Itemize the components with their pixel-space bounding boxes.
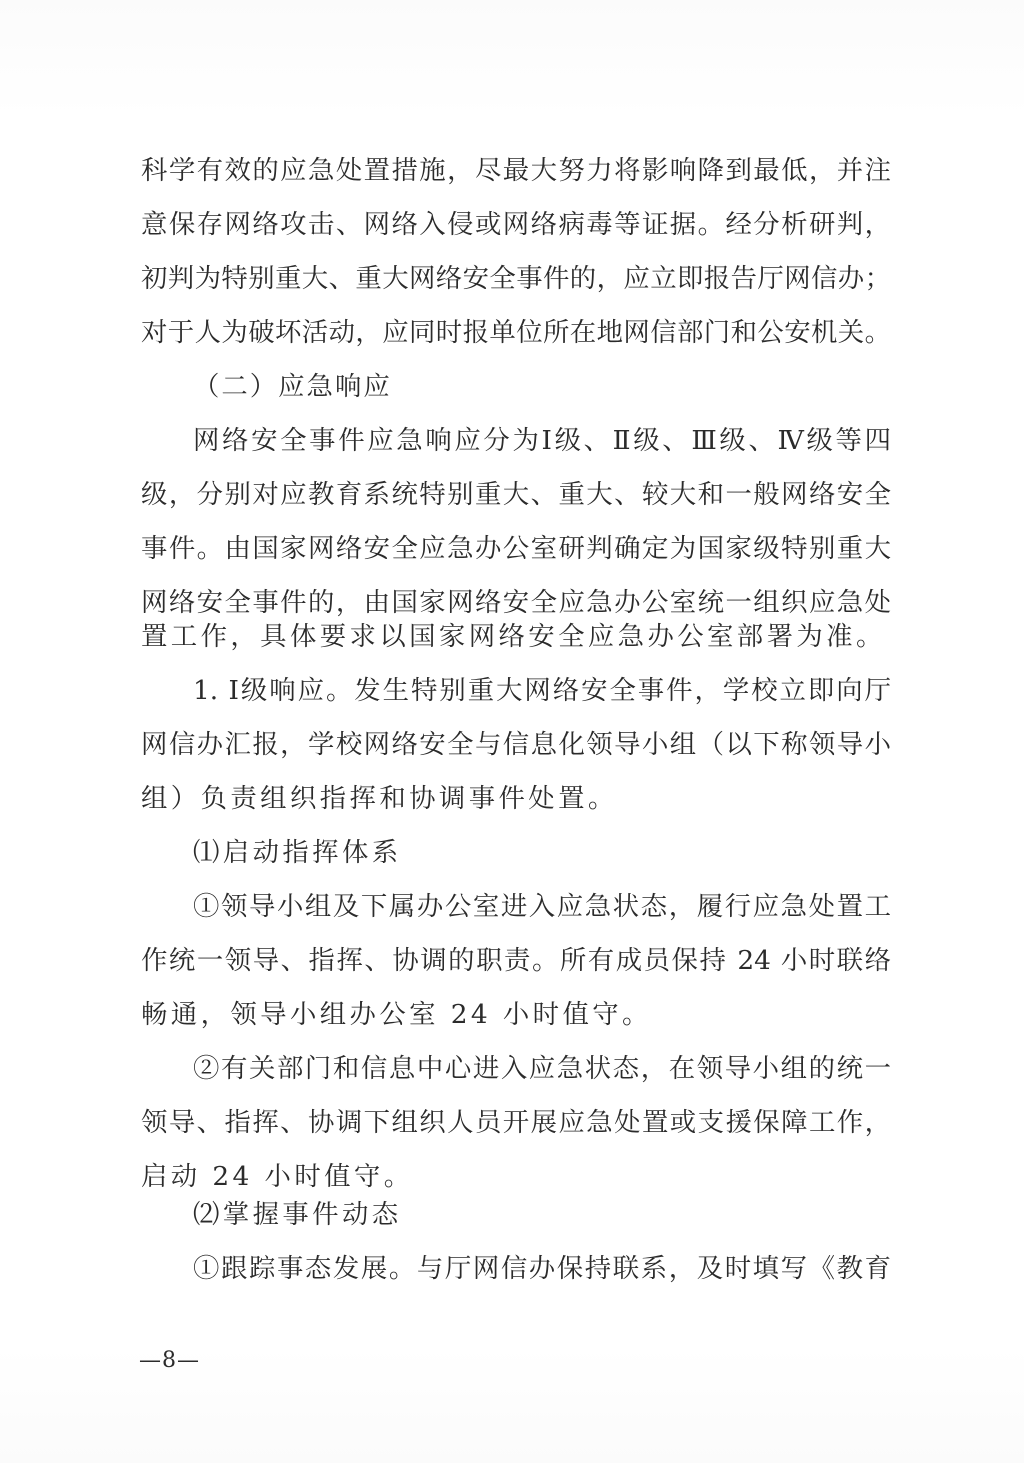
- body-text-line: 作统一领导、指挥、协调的职责。所有成员保持 24 小时联络: [141, 945, 891, 976]
- body-text-line: 畅通，领导小组办公室 24 小时值守。: [141, 999, 652, 1030]
- body-text-line: 启动 24 小时值守。: [141, 1161, 414, 1192]
- body-text-line: 网络安全事件的，由国家网络安全应急办公室统一组织应急处: [141, 587, 891, 618]
- body-text-line: 对于人为破坏活动，应同时报单位所在地网信部门和公安机关。: [141, 317, 891, 348]
- body-text-line: 级，分别对应教育系统特别重大、重大、较大和一般网络安全: [141, 479, 891, 510]
- page-number: —8—: [139, 1348, 200, 1373]
- section-heading: （二）应急响应: [193, 371, 392, 402]
- body-text-line: 1. Ⅰ级响应。发生特别重大网络安全事件，学校立即向厅: [193, 675, 891, 706]
- body-text-line: 意保存网络攻击、网络入侵或网络病毒等证据。经分析研判，: [141, 209, 891, 240]
- subsection-heading: ⑵掌握事件动态: [193, 1199, 402, 1230]
- body-text-line: 网信办汇报，学校网络安全与信息化领导小组（以下称领导小: [141, 729, 891, 760]
- body-text-line: ①领导小组及下属办公室进入应急状态，履行应急处置工: [193, 891, 891, 922]
- body-text-line: ②有关部门和信息中心进入应急状态，在领导小组的统一: [193, 1053, 891, 1084]
- body-text-line: 初判为特别重大、重大网络安全事件的，应立即报告厅网信办；: [141, 263, 891, 294]
- body-text-line: 事件。由国家网络安全应急办公室研判确定为国家级特别重大: [141, 533, 891, 564]
- body-text-line: 网络安全事件应急响应分为Ⅰ级、Ⅱ级、Ⅲ级、Ⅳ级等四: [193, 425, 891, 456]
- body-text-line: 领导、指挥、协调下组织人员开展应急处置或支援保障工作，: [141, 1107, 891, 1138]
- subsection-heading: ⑴启动指挥体系: [193, 837, 402, 868]
- body-text-line: 科学有效的应急处置措施，尽最大努力将影响降到最低，并注: [141, 155, 891, 186]
- body-text-line: 组）负责组织指挥和协调事件处置。: [141, 783, 618, 814]
- body-text-line: ①跟踪事态发展。与厅网信办保持联系，及时填写《教育: [193, 1253, 891, 1284]
- body-text-line: 置工作，具体要求以国家网络安全应急办公室部署为准。: [141, 621, 886, 652]
